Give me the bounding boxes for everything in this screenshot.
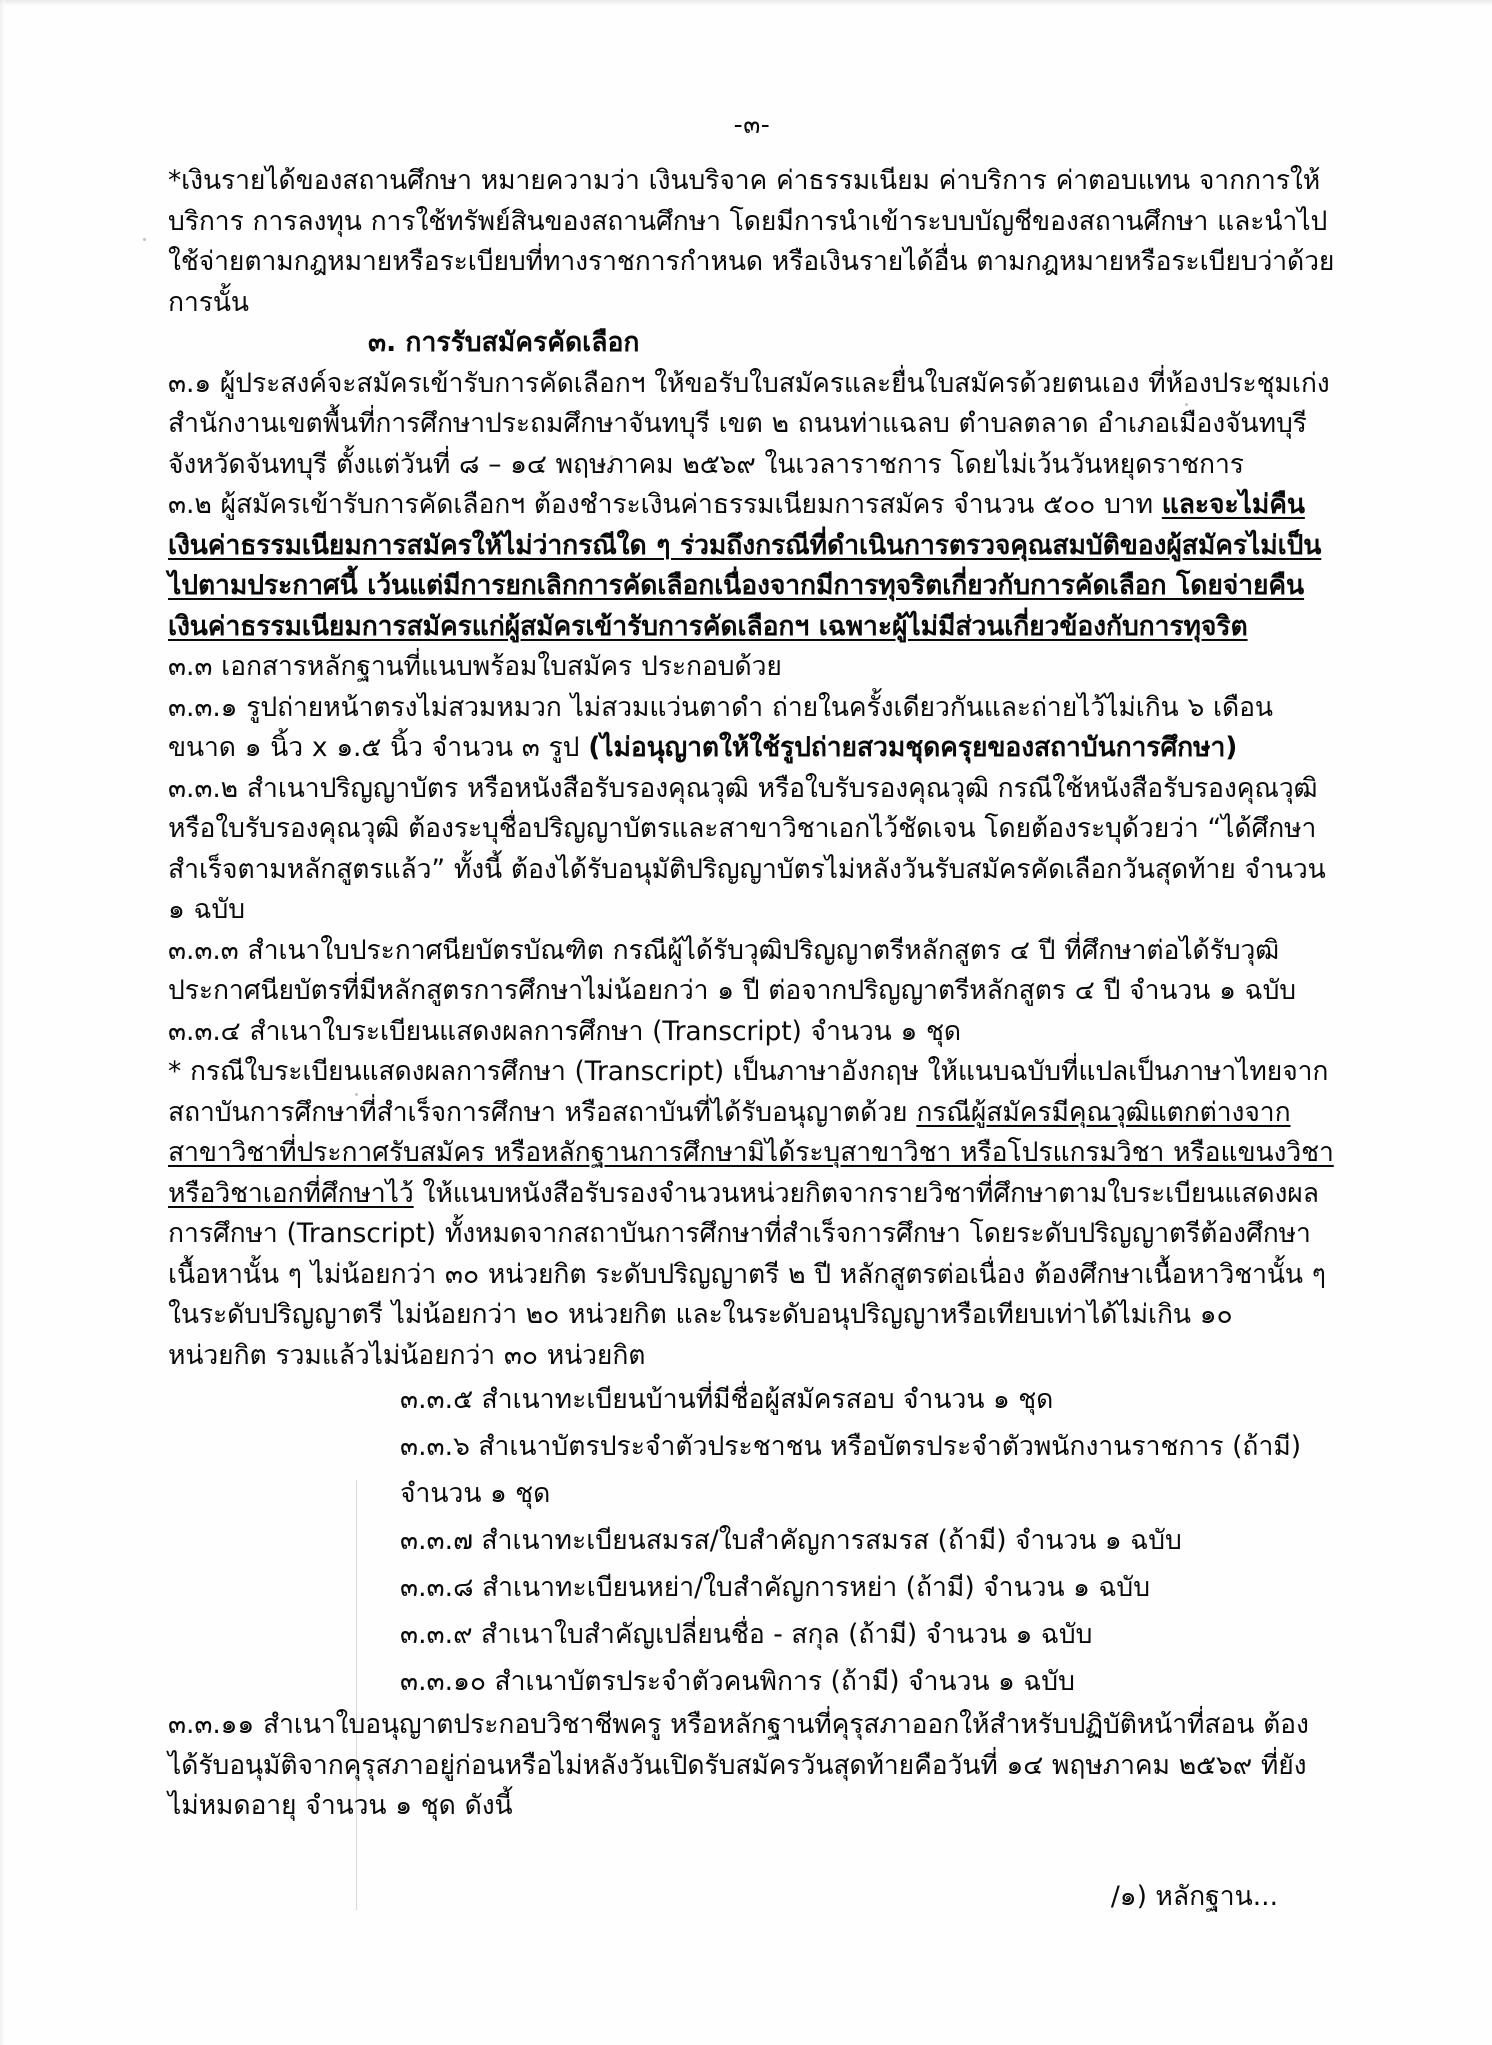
transcript-note-underlined: กรณีผู้สมัครมีคุณวุฒิแตกต่างจากสาขาวิชาที่ประกาศรับสมัคร หรือหลักฐานการศึกษามิได้ระบุสาขาวิชา หรือโปรแกรมวิชา หรือแขนงวิชา หรือวิชาเอกที่ศึกษาไว้ (168, 1096, 1334, 1209)
paragraph-3-3-11: ๓.๓.๑๑ สำเนาใบอนุญาตประกอบวิชาชีพครู หรือหลักฐานที่คุรุสภาออกให้สำหรับปฏิบัติหน้าที่สอน ต้องได้รับอนุมัติจากคุรุสภาอยู่ก่อนหรือไม่หลังวันเปิดรับสมัครวันสุดท้ายคือวันที่ ๑๔ พฤษภาคม ๒๕๖๙ ที่ยังไม่หมดอายุ จำนวน ๑ ชุด ดังนี้ (168, 1709, 1309, 1821)
list-item: ๓.๓.๗ สำเนาทะเบียนสมรส/ใบสำคัญการสมรส (ถ้ามี) จำนวน ๑ ฉบับ (400, 1525, 1182, 1556)
list-item: ๓.๓.๙ สำเนาใบสำคัญเปลี่ยนชื่อ - สกุล (ถ้ามี) จำนวน ๑ ฉบับ (400, 1619, 1093, 1650)
paragraph-transcript-note (168, 1052, 1336, 1376)
paragraph-3-3-1 (168, 688, 1336, 769)
footer-continuation-note: /๑) หลักฐาน... (1110, 1880, 1278, 1912)
paragraph-3-1: ๓.๑ ผู้ประสงค์จะสมัครเข้ารับการคัดเลือกฯ ให้ขอรับใบสมัครและยื่นใบสมัครด้วยตนเอง ที่ห้องประชุมเก่ง สำนักงานเขตพื้นที่การศึกษาประถมศึกษาจันทบุรี เขต ๒ ถนนท่าแฉลบ ตำบลตลาด อำเภอเมืองจันทบุรี จังหวัดจันทบุรี ตั้งแต่วันที่ ๘ – ๑๔ พฤษภาคม ๒๕๖๙ ในเวลาราชการ โดยไม่เว้นวันหยุดราชการ (168, 367, 1330, 480)
list-item: ๓.๓.๑๐ สำเนาบัตรประจำตัวคนพิการ (ถ้ามี) จำนวน ๑ ฉบับ (400, 1666, 1075, 1697)
paragraph-3-2 (168, 485, 1336, 647)
list-item: ๓.๓.๘ สำเนาทะเบียนหย่า/ใบสำคัญการหย่า (ถ้ามี) จำนวน ๑ ฉบับ (400, 1572, 1151, 1603)
scan-left-edge-shadow (0, 0, 5, 2045)
short-items-list (168, 1376, 1336, 1705)
heading-section-3: ๓. การรับสมัครคัดเลือก (368, 327, 640, 358)
transcript-note-part-a: * กรณีใบระเบียนแสดงผลการศึกษา (Transcript) เป็นภาษาอังกฤษ ให้แนบฉบับที่แปลเป็นภาษาไทยจากสถาบันการศึกษาที่สำเร็จการศึกษา หรือสถาบันที่ได้รับอนุญาตด้วย (168, 1056, 1329, 1128)
page-number: -๓- (733, 110, 771, 139)
paragraph-income-definition: *เงินรายได้ของสถานศึกษา หมายความว่า เงินบริจาค ค่าธรรมเนียม ค่าบริการ ค่าตอบแทน จากการให้บริการ การลงทุน การใช้ทรัพย์สินของสถานศึกษา โดยมีการนำเข้าระบบบัญชีของสถานศึกษา และนำไปใช้จ่ายตามกฎหมายหรือระเบียบที่ทางราชการกำหนด หรือเงินรายได้อื่น ตามกฎหมายหรือระเบียบว่าด้วยการนั้น (168, 165, 1335, 318)
paragraph-3-3-1-plain: ๓.๓.๑ รูปถ่ายหน้าตรงไม่สวมหมวก ไม่สวมแว่นตาดำ ถ่ายในครั้งเดียวกันและถ่ายไว้ไม่เกิน ๖ เดือน ขนาด ๑ นิ้ว x ๑.๕ นิ้ว จำนวน ๓ รูป (168, 691, 1273, 763)
paragraph-3-2-plain: ๓.๒ ผู้สมัครเข้ารับการคัดเลือกฯ ต้องชำระเงินค่าธรรมเนียมการสมัคร จำนวน ๕๐๐ บาท (168, 489, 1153, 520)
paragraph-3-3-3: ๓.๓.๓ สำเนาใบประกาศนียบัตรบัณฑิต กรณีผู้ได้รับวุฒิปริญญาตรีหลักสูตร ๔ ปี ที่ศึกษาต่อได้รับวุฒิประกาศนียบัตรที่มีหลักสูตรการศึกษาไม่น้อยกว่า ๑ ปี ต่อจากปริญญาตรีหลักสูตร ๔ ปี จำนวน ๑ ฉบับ (168, 934, 1297, 1006)
paragraph-3-3-2: ๓.๓.๒ สำเนาปริญญาบัตร หรือหนังสือรับรองคุณวุฒิ หรือใบรับรองคุณวุฒิ กรณีใช้หนังสือรับรองคุณวุฒิหรือใบรับรองคุณวุฒิ ต้องระบุชื่อปริญญาบัตรและสาขาวิชาเอกไว้ชัดเจน โดยต้องระบุด้วยว่า “ได้ศึกษาสำเร็จตามหลักสูตรแล้ว” ทั้งนี้ ต้องได้รับอนุมัติปริญญาบัตรไม่หลังวันรับสมัครคัดเลือกวันสุดท้าย จำนวน ๑ ฉบับ (168, 772, 1326, 925)
paragraph-3-3: ๓.๓ เอกสารหลักฐานที่แนบพร้อมใบสมัคร ประกอบด้วย (168, 651, 782, 682)
list-item: ๓.๓.๖ สำเนาบัตรประจำตัวประชาชน หรือบัตรประจำตัวพนักงานราชการ (ถ้ามี) จำนวน ๑ ชุด (400, 1431, 1302, 1509)
document-body (168, 112, 1336, 1917)
paragraph-3-3-1-bold: (ไม่อนุญาตให้ใช้รูปถ่ายสวมชุดครุยของสถาบันการศึกษา) (588, 732, 1238, 763)
paragraph-3-2-underlined: และจะไม่คืนเงินค่าธรรมเนียมการสมัครให้ไม่ว่ากรณีใด ๆ ร่วมถึงกรณีที่ดำเนินการตรวจคุณสมบัติของผู้สมัครไม่เป็นไปตามประกาศนี้ เว้นแต่มีการยกเลิกการคัดเลือกเนื่องจากมีการทุจริตเกี่ยวกับการคัดเลือก โดยจ่ายคืนเงินค่าธรรมเนียมการสมัครแก่ผู้สมัครเข้ารับการคัดเลือกฯ เฉพาะผู้ไม่มีส่วนเกี่ยวข้องกับการทุจริต (168, 489, 1322, 642)
transcript-note-part-b: ให้แนบหนังสือรับรองจำนวนหน่วยกิตจากรายวิชาที่ศึกษาตามใบระเบียนแสดงผลการศึกษา (Transcript) ทั้งหมดจากสถาบันการศึกษาที่สำเร็จการศึกษา โดยระดับปริญญาตรีต้องศึกษาเนื้อหานั้น ๆ ไม่น้อยกว่า ๓๐ หน่วยกิต ระดับปริญญาตรี ๒ ปี หลักสูตรต่อเนื่อง ต้องศึกษาเนื้อหาวิชานั้น ๆ ในระดับปริญญาตรี ไม่น้อยกว่า ๒๐ หน่วยกิต และในระดับอนุปริญญาหรือเทียบเท่าได้ไม่เกิน ๑๐ หน่วยกิต รวมแล้วไม่น้อยกว่า ๓๐ หน่วยกิต (168, 1177, 1326, 1371)
list-item: ๓.๓.๕ สำเนาทะเบียนบ้านที่มีชื่อผู้สมัครสอบ จำนวน ๑ ชุด (400, 1384, 1054, 1415)
scan-speck (143, 238, 146, 241)
scan-top-edge-shadow (0, 0, 1492, 6)
paragraph-3-3-4: ๓.๓.๔ สำเนาใบระเบียนแสดงผลการศึกษา (Transcript) จำนวน ๑ ชุด (168, 1015, 962, 1047)
